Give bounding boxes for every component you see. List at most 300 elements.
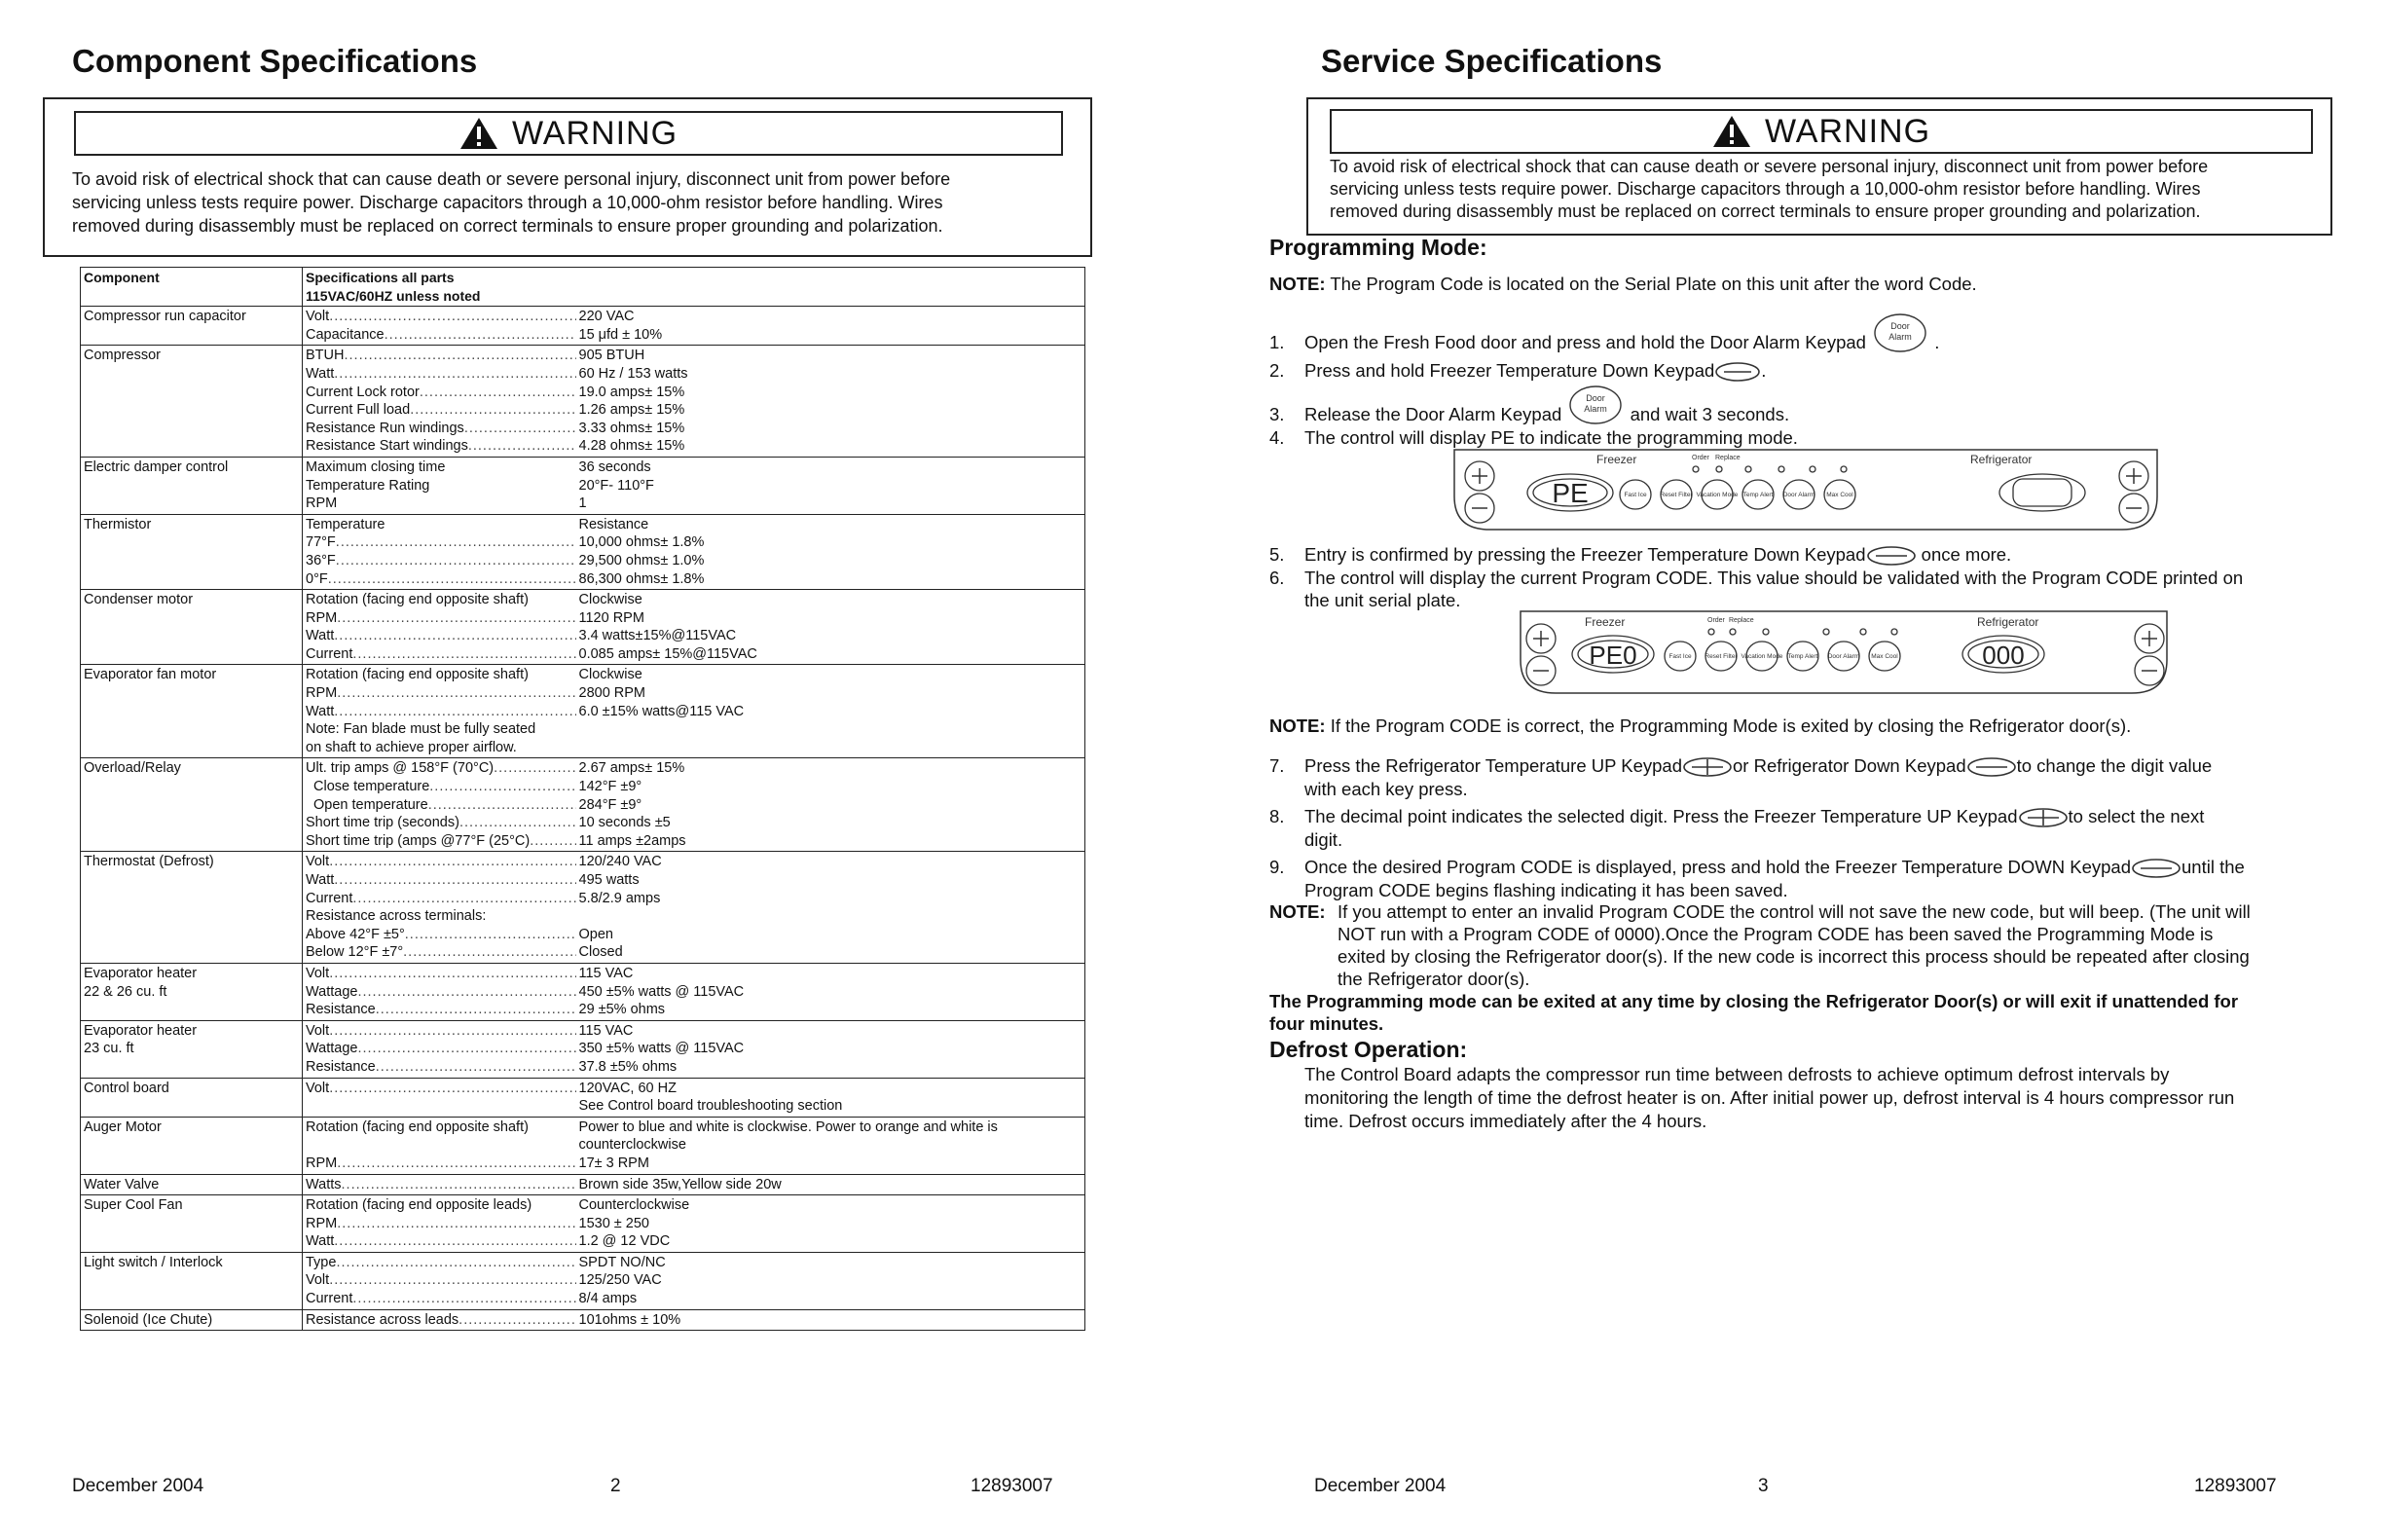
door-alarm-keypad-icon <box>1566 384 1625 426</box>
spec-cell <box>303 307 579 346</box>
spec-line <box>306 720 576 739</box>
step-number: 1. <box>1269 332 1285 352</box>
spec-label: Resistance across leads <box>306 1311 459 1328</box>
spec-label: Current <box>306 890 353 906</box>
panel-key-temp-alert: Temp Alert <box>1787 653 1818 660</box>
leader-dots <box>352 1290 575 1308</box>
leader-dots <box>529 591 576 609</box>
component-name: Thermostat (Defrost) <box>84 854 214 870</box>
spec-line <box>306 570 576 589</box>
step-text: The decimal point indicates the selected digit. Press the Freezer Temperature UP Keypad to select the next digit. <box>1304 806 2205 851</box>
component-cell <box>81 1020 303 1078</box>
table-row <box>81 1078 1085 1117</box>
spec-value: 2800 RPM <box>578 685 646 702</box>
spec-line <box>306 495 576 513</box>
spec-label: Open temperature <box>313 796 428 813</box>
value-cell <box>579 963 1085 1020</box>
door-key-label-2: Alarm <box>1584 404 1608 415</box>
spec-label: Current Full load <box>306 402 411 419</box>
step-5 <box>1269 543 2340 567</box>
spec-line <box>306 627 576 645</box>
leader-dots <box>337 1215 575 1233</box>
header-spec: Specifications all parts 115VAC/60HZ unless noted <box>303 268 579 307</box>
value-cell <box>579 514 1085 589</box>
spec-label: Ult. trip amps @ 158°F (70°C) <box>306 760 495 777</box>
spec-label: RPM <box>306 1155 338 1171</box>
leader-dots <box>376 1058 576 1077</box>
leader-dots <box>336 1254 575 1272</box>
panel-display-left: PE0 <box>1589 641 1637 670</box>
leader-dots <box>357 983 575 1002</box>
spec-label: 0°F <box>306 570 328 587</box>
spec-cell <box>303 758 579 852</box>
panel-key-fast-ice: Fast Ice <box>1624 492 1647 498</box>
freezer-down-keypad-icon <box>1714 361 1761 383</box>
spec-cell <box>303 346 579 458</box>
spec-cell <box>303 963 579 1020</box>
spec-line <box>306 1097 576 1116</box>
leader-dots <box>376 1001 576 1019</box>
spec-value: 2.67 amps± 15% <box>578 760 685 777</box>
step-number: 8. <box>1269 806 1285 826</box>
spec-value: 905 BTUH <box>578 348 645 364</box>
component-name: Water Valve <box>84 1176 160 1192</box>
spec-line <box>306 1136 576 1155</box>
leader-dots <box>334 365 575 384</box>
spec-value: 284°F ±9° <box>578 796 642 813</box>
spec-value: 60 Hz / 153 watts <box>578 365 688 382</box>
spec-label: 36°F <box>306 552 336 568</box>
spec-line <box>306 1001 576 1019</box>
right-footer-page: 3 <box>1758 1476 1769 1496</box>
note-line: NOT run with a Program CODE of 0000).Once the Program CODE has been saved the Programming Mode is <box>1338 924 2214 944</box>
spec-line <box>306 1155 576 1173</box>
note-label: NOTE: <box>1269 274 1326 294</box>
component-name: Evaporator heater <box>84 965 198 981</box>
step-8 <box>1269 805 2340 852</box>
warning-line: removed during disassembly must be replaced on correct terminals to ensure proper grounding and polarization. <box>72 216 943 236</box>
spec-line <box>306 1040 576 1058</box>
spec-label: RPM <box>306 609 338 626</box>
spec-line <box>306 516 576 534</box>
leader-dots <box>532 1196 575 1215</box>
programming-mode-heading: Programming Mode: <box>1269 235 1487 260</box>
spec-value: 495 watts <box>578 872 640 888</box>
leader-dots <box>530 832 575 851</box>
spec-value: 11 amps ±2amps <box>578 832 686 849</box>
spec-label: Rotation (facing end opposite leads) <box>306 1197 532 1214</box>
spec-line <box>306 943 576 962</box>
spec-value: 19.0 amps± 15% <box>578 384 685 400</box>
spec-line <box>306 326 576 345</box>
table-row <box>81 307 1085 346</box>
warning-triangle-icon <box>459 117 498 150</box>
value-cell <box>579 1195 1085 1253</box>
panel-refrigerator-label: Refrigerator <box>1977 615 2039 629</box>
spec-line <box>306 609 576 628</box>
spec-line <box>306 1058 576 1077</box>
leader-dots <box>334 703 575 721</box>
table-row <box>81 1020 1085 1078</box>
component-cell <box>81 307 303 346</box>
table-row <box>81 963 1085 1020</box>
step-1 <box>1269 321 2340 354</box>
spec-label: Volt <box>306 309 330 325</box>
spec-label: Resistance Start windings <box>306 438 468 455</box>
spec-label: Watts <box>306 1176 342 1192</box>
step-text: Open the Fresh Food door and press and hold the Door Alarm Keypad Door Alarm . <box>1304 331 1939 354</box>
leader-dots <box>428 796 576 815</box>
step-7 <box>1269 754 2340 801</box>
spec-cell <box>303 457 579 514</box>
right-warning-header <box>1330 109 2313 154</box>
spec-cell <box>303 1174 579 1195</box>
step-text: Press the Refrigerator Temperature UP Keypad or Refrigerator Down Keypad to change the digit value with each key press. <box>1304 755 2213 800</box>
panel-key-max-cool: Max Cool <box>1826 492 1853 498</box>
spec-label: Wattage <box>306 1041 358 1057</box>
left-warning-label: WARNING <box>511 114 678 152</box>
note-invalid-code <box>1269 900 2350 990</box>
component-name: Condenser motor <box>84 592 194 608</box>
component-name: Light switch / Interlock <box>84 1254 223 1270</box>
step-number: 7. <box>1269 755 1285 776</box>
control-panel-illustration-1 <box>1450 448 2161 533</box>
spec-value: 142°F ±9° <box>578 779 642 795</box>
spec-label: RPM <box>306 685 338 702</box>
step-6 <box>1269 567 2340 613</box>
spec-value: 5.8/2.9 amps <box>578 890 661 906</box>
panel-display-left: PE <box>1552 478 1589 508</box>
spec-cell <box>303 1117 579 1174</box>
left-warning-header <box>74 111 1063 156</box>
spec-value: 1.2 @ 12 VDC <box>578 1233 671 1250</box>
panel-key-max-cool: Max Cool <box>1871 653 1898 660</box>
spec-label: Current Lock rotor <box>306 384 420 400</box>
spec-line <box>306 533 576 552</box>
table-row <box>81 346 1085 458</box>
warning-line: servicing unless tests require power. Discharge capacitors through a 10,000-ohm resistor before handling. Wires <box>72 193 943 212</box>
table-row <box>81 852 1085 964</box>
spec-label: Short time trip (amps @77°F (25°C) <box>306 832 531 849</box>
spec-value: Clockwise <box>578 667 642 683</box>
spec-line <box>306 591 576 609</box>
spec-line <box>306 778 576 796</box>
panel-key-reset-filter: Reset Filter <box>1705 653 1738 660</box>
spec-label: RPM <box>306 1215 338 1231</box>
step-text: Once the desired Program CODE is displayed, press and hold the Freezer Temperature DOWN Keypad until the Program CODE begins flashing indicating it has been saved. <box>1304 857 2245 901</box>
component-name: Control board <box>84 1080 169 1096</box>
right-warning-box <box>1306 97 2332 236</box>
spec-line <box>306 983 576 1002</box>
panel-label-order: Order <box>1692 455 1709 461</box>
spec-label: RPM <box>306 495 338 512</box>
bold-line: four minutes. <box>1269 1013 1384 1034</box>
spec-label: Resistance Run windings <box>306 420 464 436</box>
spec-value: Closed <box>578 944 623 961</box>
component-cell <box>81 1195 303 1253</box>
spec-value: counterclockwise <box>578 1137 686 1154</box>
spec-cell <box>303 852 579 964</box>
spec-value: 1120 RPM <box>578 609 644 626</box>
leader-dots <box>403 943 575 962</box>
spec-line <box>306 477 576 495</box>
table-header-row <box>81 268 1085 307</box>
spec-value: 4.28 ohms± 15% <box>578 438 685 455</box>
left-warning-text <box>72 167 1084 238</box>
left-footer-date: December 2004 <box>72 1476 204 1496</box>
spec-line <box>306 1215 576 1233</box>
spec-line <box>306 347 576 365</box>
spec-line <box>306 458 576 477</box>
spec-line <box>306 907 576 926</box>
panel-key-door-alarm: Door Alarm <box>1827 653 1860 660</box>
note-line: the Refrigerator door(s). <box>1338 969 1530 989</box>
spec-value <box>579 907 1082 926</box>
spec-value: 8/4 amps <box>578 1291 638 1307</box>
leader-dots <box>337 609 575 628</box>
value-cell <box>579 1309 1085 1331</box>
spec-label: BTUH <box>306 348 345 364</box>
panel-freezer-label: Freezer <box>1585 615 1626 629</box>
leader-dots <box>352 645 575 664</box>
component-name: Overload/Relay <box>84 760 181 777</box>
component-name: Compressor run capacitor <box>84 309 246 325</box>
spec-line <box>306 645 576 664</box>
defrost-line: time. Defrost occurs immediately after the 4 hours. <box>1304 1111 1707 1131</box>
spec-label: Resistance <box>306 1002 376 1018</box>
step-number: 4. <box>1269 427 1285 448</box>
spec-label: Temperature <box>306 516 385 532</box>
spec-line <box>306 796 576 815</box>
spec-value: SPDT NO/NC <box>578 1254 666 1270</box>
right-warning-label: WARNING <box>1764 112 1931 150</box>
leader-dots <box>405 926 576 944</box>
warning-line: To avoid risk of electrical shock that can cause death or severe personal injury, disconnect unit from power before <box>1330 157 2209 176</box>
spec-label: Wattage <box>306 983 358 1000</box>
spec-value <box>579 739 1082 757</box>
spec-line <box>306 890 576 908</box>
spec-line <box>306 759 576 778</box>
left-page-title: Component Specifications <box>72 43 478 79</box>
right-footer-doc: 12893007 <box>2194 1476 2277 1496</box>
step-number: 6. <box>1269 568 1285 588</box>
spec-label: Above 42°F ±5° <box>306 926 405 942</box>
spec-value: 120VAC, 60 HZ <box>578 1080 677 1096</box>
component-name: Thermistor <box>84 516 152 532</box>
spec-value: 1530 ± 250 <box>578 1215 649 1231</box>
spec-label: Volt <box>306 1272 330 1289</box>
component-cell <box>81 1252 303 1309</box>
component-spec-table <box>80 267 1085 1331</box>
spec-line <box>306 853 576 871</box>
value-cell <box>579 307 1085 346</box>
spec-cell <box>303 1078 579 1117</box>
spec-value: 15 μfd ± 10% <box>578 326 663 343</box>
spec-value: 10 seconds ±5 <box>578 815 671 831</box>
leader-dots <box>329 1022 575 1041</box>
component-name: Evaporator fan motor <box>84 667 217 683</box>
spec-value: 10,000 ohms± 1.8% <box>578 534 705 551</box>
step-4 <box>1269 426 2340 450</box>
component-cell <box>81 665 303 758</box>
freezer-up-keypad-icon <box>2018 807 2069 828</box>
spec-cell <box>303 514 579 589</box>
spec-label: Note: Fan blade must be fully seated <box>306 721 536 738</box>
leader-dots <box>445 458 575 477</box>
panel-freezer-label: Freezer <box>1596 453 1637 466</box>
note-correct-code <box>1269 715 2131 738</box>
spec-value <box>579 720 1082 739</box>
spec-line <box>306 1271 576 1290</box>
spec-value: 450 ±5% watts @ 115VAC <box>578 983 745 1000</box>
spec-label: Watt <box>306 872 335 888</box>
spec-line <box>306 1080 576 1098</box>
step-number: 2. <box>1269 360 1285 381</box>
note-label: NOTE: <box>1269 715 1326 736</box>
step-text: The control will display PE to indicate the programming mode. <box>1304 427 1798 448</box>
component-name: Electric damper control <box>84 458 229 475</box>
spec-label: Rotation (facing end opposite shaft) <box>306 667 529 683</box>
door-key-label-2: Alarm <box>1888 332 1912 343</box>
spec-cell <box>303 1252 579 1309</box>
leader-dots <box>529 1118 576 1137</box>
spec-label: Watt <box>306 628 335 644</box>
panel-key-vacation: Vacation Mode <box>1696 492 1739 498</box>
refrigerator-down-keypad-icon <box>1966 756 2017 778</box>
spec-value: 120/240 VAC <box>578 854 662 870</box>
refrigerator-up-keypad-icon <box>1682 756 1733 778</box>
table-row <box>81 1117 1085 1174</box>
table-row <box>81 1309 1085 1331</box>
leader-dots <box>468 437 576 456</box>
leader-dots <box>334 1232 575 1251</box>
leader-dots <box>517 739 576 757</box>
spec-line <box>306 814 576 832</box>
component-cell <box>81 514 303 589</box>
leader-dots <box>329 1271 575 1290</box>
component-cell <box>81 963 303 1020</box>
spec-label: Short time trip (seconds) <box>306 815 459 831</box>
spec-label: Volt <box>306 1022 330 1039</box>
spec-label: Close temperature <box>313 779 430 795</box>
left-warning-box <box>43 97 1092 257</box>
value-cell <box>579 1174 1085 1195</box>
spec-line <box>306 832 576 851</box>
panel-refrigerator-label: Refrigerator <box>1970 453 2033 466</box>
defrost-line: monitoring the length of time the defrost heater is on. After initial power up, defrost interval is 4 hours compressor run <box>1304 1087 2235 1108</box>
step-2 <box>1269 359 2340 383</box>
spec-line <box>306 401 576 420</box>
right-footer-date: December 2004 <box>1314 1476 1447 1496</box>
spec-value: 86,300 ohms± 1.8% <box>578 570 705 587</box>
step-text: Release the Door Alarm Keypad Door Alarm and wait 3 seconds. <box>1304 403 1789 426</box>
leader-dots <box>385 516 575 534</box>
note-line: If you attempt to enter an invalid Program CODE the control will not save the new code, but will beep. (The unit will <box>1338 901 2251 922</box>
leader-dots <box>337 1155 575 1173</box>
warning-triangle-icon <box>1712 115 1751 148</box>
spec-label: on shaft to achieve proper airflow. <box>306 739 517 755</box>
step-text: Press and hold Freezer Temperature Down Keypad . <box>1304 359 1766 383</box>
spec-value: 101ohms ± 10% <box>578 1311 681 1328</box>
spec-line <box>306 1196 576 1215</box>
spec-line <box>306 365 576 384</box>
spec-label: Volt <box>306 1080 330 1096</box>
spec-label: Rotation (facing end opposite shaft) <box>306 592 529 608</box>
warning-line: removed during disassembly must be replaced on correct terminals to ensure proper grounding and polarization. <box>1330 202 2201 221</box>
spec-value: 220 VAC <box>578 309 635 325</box>
component-cell <box>81 758 303 852</box>
bold-line: The Programming mode can be exited at any time by closing the Refrigerator Door(s) or will exit if unattended for <box>1269 991 2239 1011</box>
leader-dots <box>486 907 575 926</box>
door-key-label-1: Door <box>1890 321 1910 332</box>
leader-dots <box>458 1311 575 1330</box>
leader-dots <box>328 570 576 589</box>
spec-value: 37.8 ±5% ohms <box>578 1058 678 1075</box>
component-cell <box>81 852 303 964</box>
note-program-code <box>1269 273 1977 296</box>
freezer-down-keypad-icon <box>1866 545 1917 567</box>
spec-value: 6.0 ±15% watts@115 VAC <box>578 703 745 719</box>
spec-label: 77°F <box>306 534 336 551</box>
spec-value: 350 ±5% watts @ 115VAC <box>578 1041 745 1057</box>
spec-value: 115 VAC <box>578 1022 634 1039</box>
spec-value: 125/250 VAC <box>578 1272 662 1289</box>
left-footer-page: 2 <box>610 1476 621 1496</box>
spec-line <box>306 1254 576 1272</box>
value-cell <box>579 758 1085 852</box>
spec-value: 17± 3 RPM <box>578 1155 649 1171</box>
spec-cell <box>303 1309 579 1331</box>
panel-key-door-alarm: Door Alarm <box>1782 492 1815 498</box>
spec-cell <box>303 1020 579 1078</box>
spec-line <box>306 1311 576 1330</box>
left-footer-doc: 12893007 <box>971 1476 1053 1496</box>
spec-line <box>306 739 576 757</box>
spec-cell <box>303 665 579 758</box>
leader-dots <box>535 720 575 739</box>
spec-line <box>306 1118 576 1137</box>
spec-line <box>306 1290 576 1308</box>
spec-line <box>306 703 576 721</box>
step-number: 9. <box>1269 857 1285 877</box>
leader-dots <box>329 853 575 871</box>
panel-key-reset-filter: Reset Filter <box>1660 492 1693 498</box>
leader-dots <box>429 477 575 495</box>
spec-value: 29,500 ohms± 1.0% <box>578 552 705 568</box>
panel-label-replace: Replace <box>1715 455 1741 461</box>
spec-label: Watt <box>306 365 335 382</box>
component-name: Evaporator heater <box>84 1022 198 1039</box>
component-name: Super Cool Fan <box>84 1197 183 1214</box>
spec-value: See Control board troubleshooting section <box>578 1098 843 1115</box>
control-panel-illustration-2 <box>1517 609 2171 697</box>
component-cell <box>81 1078 303 1117</box>
spec-line <box>306 1022 576 1041</box>
spec-label: Rotation (facing end opposite shaft) <box>306 1118 529 1135</box>
step-3 <box>1269 393 2340 426</box>
spec-label: Resistance <box>306 1058 376 1075</box>
table-row <box>81 1195 1085 1253</box>
defrost-line: The Control Board adapts the compressor run time between defrosts to achieve optimum defrost intervals by <box>1304 1064 2170 1084</box>
component-cell <box>81 1174 303 1195</box>
panel-key-fast-ice: Fast Ice <box>1668 653 1692 660</box>
spec-label: Current <box>306 1291 353 1307</box>
spec-value: 29 ±5% ohms <box>578 1002 666 1018</box>
spec-line <box>306 437 576 456</box>
component-name: Auger Motor <box>84 1118 162 1135</box>
component-cell <box>81 1117 303 1174</box>
spec-value: 115 VAC <box>578 965 634 981</box>
